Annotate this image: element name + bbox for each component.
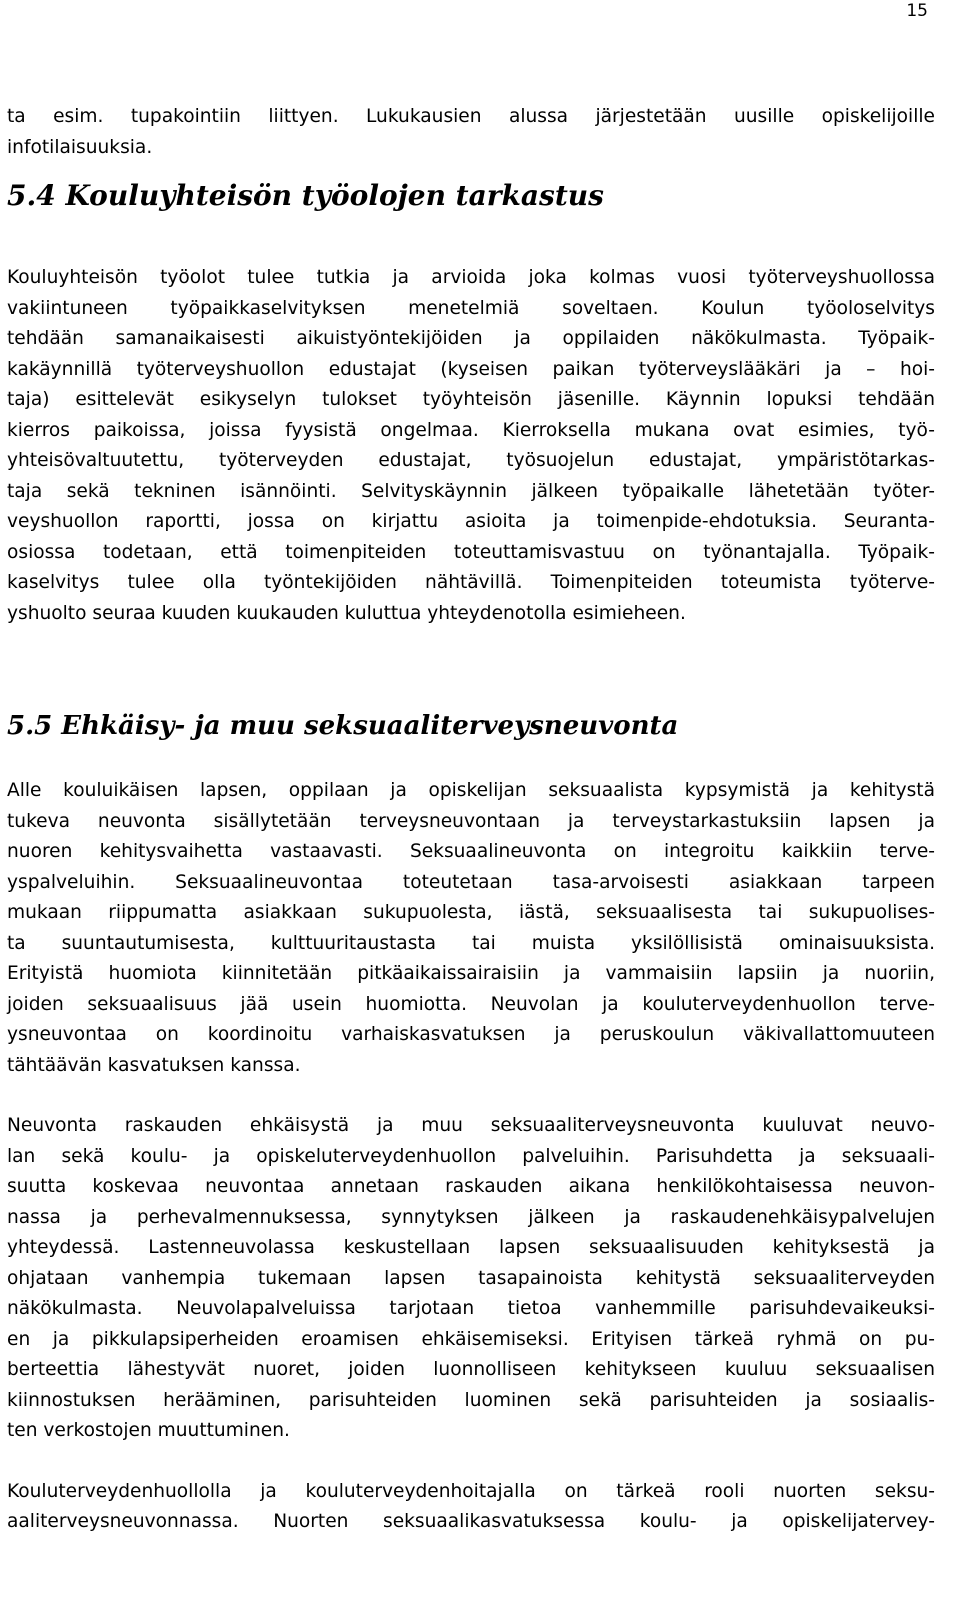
section-5-5-paragraph-3 — [7, 1477, 935, 1538]
text-line: Neuvonta raskauden ehkäisystä ja muu seksuaaliterveysneuvonta kuuluvat neuvo- — [7, 1115, 935, 1136]
text-line: vakiintuneen työpaikkaselvityksen menetelmiä soveltaen. Koulun työoloselvitys — [7, 297, 935, 319]
text-line: ta suuntautumisesta, kulttuuritaustasta tai muista yksilöllisistä ominaisuuksista. — [7, 932, 935, 954]
text-line: ysneuvontaa on koordinoitu varhaiskasvatuksen ja peruskoulun väkivallattomuuteen — [7, 1024, 935, 1045]
intro-paragraph — [7, 102, 935, 163]
text-line: veyshuollon raportti, jossa on kirjattu asioita ja toimenpide-ehdotuksia. Seuranta- — [7, 511, 935, 532]
text-line: Alle kouluikäisen lapsen, oppilaan ja opiskelijan seksuaalista kypsymistä ja kehitystä — [7, 780, 935, 801]
document-body — [7, 102, 935, 1538]
text-line: nassa ja perhevalmennuksessa, synnytyksen jälkeen ja raskaudenehkäisypalvelujen — [7, 1206, 935, 1228]
text-line: ta esim. tupakointiin liittyen. Lukukausien alussa järjestetään uusille opiskelijoille — [7, 106, 935, 127]
section-5-4-paragraph — [7, 263, 935, 629]
text-line: yshuolto seuraa kuuden kuukauden kuluttua yhteydenotolla esimieheen. — [7, 602, 686, 624]
text-line: mukaan riippumatta asiakkaan sukupuolesta, iästä, seksuaalisesta tai sukupuolises- — [7, 902, 935, 923]
text-line: suutta koskevaa neuvontaa annetaan raskauden aikana henkilökohtaisessa neuvon- — [7, 1176, 935, 1197]
text-line: yspalveluihin. Seksuaalineuvontaa toteutetaan tasa-arvoisesti asiakkaan tarpeen — [7, 871, 935, 893]
text-line: taja sekä tekninen isännöinti. Selvityskäynnin jälkeen työpaikalle lähetetään työter- — [7, 480, 935, 502]
text-line: tähtäävän kasvatuksen kanssa. — [7, 1054, 301, 1076]
text-line: ten verkostojen muuttuminen. — [7, 1420, 290, 1441]
text-line: kakäynnillä työterveyshuollon edustajat (kyseisen paikan työterveyslääkäri ja – hoi- — [7, 358, 935, 380]
section-5-5-paragraph-2 — [7, 1111, 935, 1447]
text-line: kaselvitys tulee olla työntekijöiden nähtävillä. Toimenpiteiden toteumista työterve- — [7, 572, 935, 593]
text-line: taja) esittelevät esikyselyn tulokset työyhteisön jäsenille. Käynnin lopuksi tehdään — [7, 389, 935, 410]
section-5-5-paragraph-1 — [7, 776, 935, 1081]
text-line: näkökulmasta. Neuvolapalveluissa tarjotaan tietoa vanhemmille parisuhdevaikeuksi- — [7, 1298, 935, 1319]
text-line: Kouluyhteisön työolot tulee tutkia ja arvioida joka kolmas vuosi työterveyshuollossa — [7, 267, 935, 288]
text-line: infotilaisuuksia. — [7, 136, 153, 158]
text-line: yhteydessä. Lastenneuvolassa keskustellaan lapsen seksuaalisuuden kehityksestä ja — [7, 1237, 935, 1258]
text-line: berteettia lähestyvät nuoret, joiden luonnolliseen kehitykseen kuuluu seksuaalisen — [7, 1359, 935, 1380]
text-line: ohjataan vanhempia tukemaan lapsen tasapainoista kehitystä seksuaaliterveyden — [7, 1267, 935, 1289]
text-line: kierros paikoissa, joissa fyysistä ongelmaa. Kierroksella mukana ovat esimies, työ- — [7, 419, 935, 441]
text-line: tukeva neuvonta sisällytetään terveysneuvontaan ja terveystarkastuksiin lapsen ja — [7, 810, 935, 832]
text-line: Erityistä huomiota kiinnitetään pitkäaikaissairaisiin ja vammaisiin lapsiin ja nuoriin, — [7, 963, 935, 984]
text-line: lan sekä koulu- ja opiskeluterveydenhuollon palveluihin. Parisuhdetta ja seksuaali- — [7, 1145, 935, 1167]
text-line: tehdään samanaikaisesti aikuistyöntekijöiden ja oppilaiden näkökulmasta. Työpaik- — [7, 328, 935, 349]
section-heading-5-5: 5.5 Ehkäisy- ja muu seksuaaliterveysneuvonta — [7, 711, 679, 741]
text-line: aaliterveysneuvonnassa. Nuorten seksuaalikasvatuksessa koulu- ja opiskelijatervey- — [7, 1511, 935, 1532]
text-line: joiden seksuaalisuus jää usein huomiotta. Neuvolan ja kouluterveydenhuollon terve- — [7, 993, 935, 1015]
text-line: nuoren kehitysvaihetta vastaavasti. Seksuaalineuvonta on integroitu kaikkiin terve- — [7, 841, 935, 862]
section-heading-5-4: 5.4 Kouluyhteisön työolojen tarkastus — [7, 179, 604, 212]
text-line: yhteisövaltuutettu, työterveyden edustajat, työsuojelun edustajat, ympäristötarkas- — [7, 450, 935, 471]
text-line: kiinnostuksen herääminen, parisuhteiden luominen sekä parisuhteiden ja sosiaalis- — [7, 1389, 935, 1411]
text-line: en ja pikkulapsiperheiden eroamisen ehkäisemiseksi. Erityisen tärkeä ryhmä on pu- — [7, 1328, 935, 1350]
page-number: 15 — [906, 1, 928, 21]
text-line: Kouluterveydenhuollolla ja kouluterveydenhoitajalla on tärkeä rooli nuorten seksu- — [7, 1480, 935, 1502]
text-line: osiossa todetaan, että toimenpiteiden toteuttamisvastuu on työnantajalla. Työpaik- — [7, 541, 935, 563]
